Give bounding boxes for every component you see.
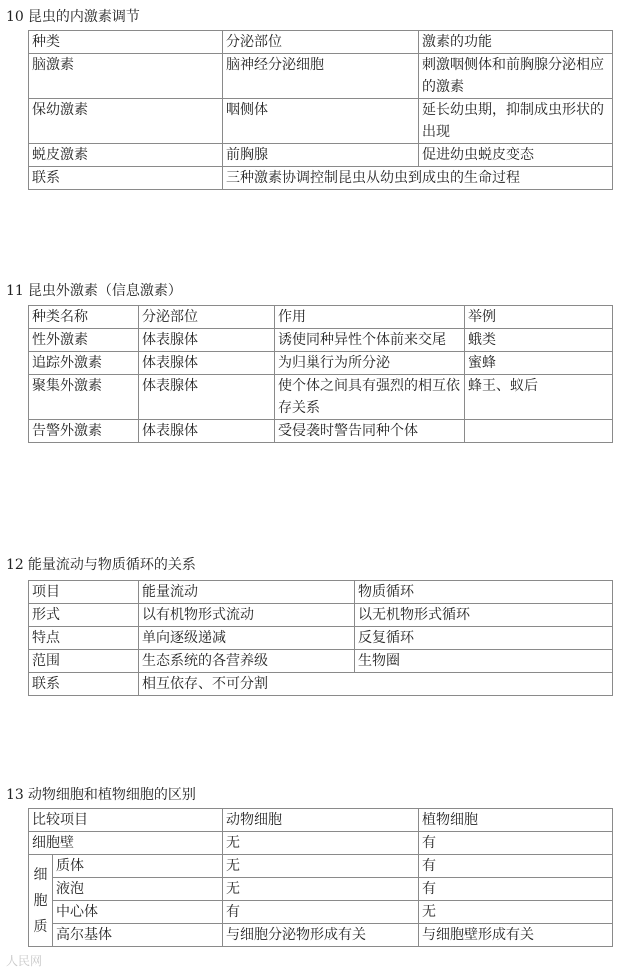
table-cell: 有 <box>419 878 613 901</box>
section-title <box>6 8 140 26</box>
table-cell: 植物细胞 <box>419 809 613 832</box>
table-cell: 延长幼虫期，抑制成虫形状的出现 <box>419 99 613 144</box>
table-cell: 体表腺体 <box>139 352 275 375</box>
table-cell: 无 <box>223 878 419 901</box>
table-cell: 聚集外激素 <box>29 375 139 420</box>
table-cell: 有 <box>419 832 613 855</box>
table-cell: 无 <box>223 855 419 878</box>
table-cell: 比较项目 <box>29 809 223 832</box>
table-cell: 咽侧体 <box>223 99 419 144</box>
section-heading: 昆虫外激素（信息激素） <box>27 283 182 299</box>
table-cell: 生物圈 <box>355 650 613 673</box>
table-cell: 性外激素 <box>29 329 139 352</box>
table-row-link <box>29 167 613 190</box>
table-cell <box>465 420 613 443</box>
table-cell: 项目 <box>29 581 139 604</box>
watermark: 人民网 <box>6 954 43 968</box>
table-row-link <box>29 673 613 696</box>
table-cell: 质体 <box>53 855 223 878</box>
table-cell: 联系 <box>29 673 139 696</box>
table-cell: 体表腺体 <box>139 375 275 420</box>
table-cell: 脑神经分泌细胞 <box>223 54 419 99</box>
table-cell: 无 <box>223 832 419 855</box>
table-row <box>29 375 613 420</box>
table-cell: 与细胞壁形成有关 <box>419 924 613 947</box>
table-cell: 单向逐级递减 <box>139 627 355 650</box>
table-cell: 生态系统的各营养级 <box>139 650 355 673</box>
table-header-row <box>29 581 613 604</box>
table-row <box>29 855 613 878</box>
section-title <box>6 282 182 300</box>
table-cell: 细胞壁 <box>29 832 223 855</box>
table-row <box>29 924 613 947</box>
table-cell: 蛾类 <box>465 329 613 352</box>
table-cell: 举例 <box>465 306 613 329</box>
table-row <box>29 99 613 144</box>
table-cell: 动物细胞 <box>223 809 419 832</box>
table-cell: 体表腺体 <box>139 329 275 352</box>
table-cell: 种类名称 <box>29 306 139 329</box>
table-row <box>29 627 613 650</box>
table-cell: 范围 <box>29 650 139 673</box>
table-cell: 以无机物形式循环 <box>355 604 613 627</box>
table-cell: 脑激素 <box>29 54 223 99</box>
energy-matter-cycle-table <box>28 580 613 696</box>
section-heading: 动物细胞和植物细胞的区别 <box>27 787 196 803</box>
table-cell: 促进幼虫蜕皮变态 <box>419 144 613 167</box>
table-cell: 追踪外激素 <box>29 352 139 375</box>
table-cell: 蜂王、蚁后 <box>465 375 613 420</box>
section-number: 12 <box>6 557 24 573</box>
table-row <box>29 832 613 855</box>
table-cell: 激素的功能 <box>419 31 613 54</box>
table-cell: 物质循环 <box>355 581 613 604</box>
table-row <box>29 352 613 375</box>
table-row <box>29 329 613 352</box>
table-cell: 为归巢行为所分泌 <box>275 352 465 375</box>
table-cell: 分泌部位 <box>139 306 275 329</box>
table-cell: 受侵袭时警告同种个体 <box>275 420 465 443</box>
table-header-row <box>29 31 613 54</box>
table-row <box>29 878 613 901</box>
table-cell: 高尔基体 <box>53 924 223 947</box>
table-row <box>29 54 613 99</box>
table-cell: 保幼激素 <box>29 99 223 144</box>
table-header-row <box>29 809 613 832</box>
section-number: 11 <box>6 283 24 299</box>
table-cell: 刺激咽侧体和前胸腺分泌相应的激素 <box>419 54 613 99</box>
table-cell: 诱使同种异性个体前来交尾 <box>275 329 465 352</box>
table-cell: 反复循环 <box>355 627 613 650</box>
table-cell: 中心体 <box>53 901 223 924</box>
table-cell: 联系 <box>29 167 223 190</box>
animal-plant-cell-table <box>28 808 613 947</box>
table-cell: 前胸腺 <box>223 144 419 167</box>
table-cell: 有 <box>419 855 613 878</box>
table-cell: 与细胞分泌物形成有关 <box>223 924 419 947</box>
section-heading: 昆虫的内激素调节 <box>27 9 140 25</box>
table-cell: 蜕皮激素 <box>29 144 223 167</box>
table-row <box>29 901 613 924</box>
cytoplasm-group-label: 细胞质 <box>29 855 53 947</box>
table-cell: 能量流动 <box>139 581 355 604</box>
table-cell: 相互依存、不可分割 <box>139 673 613 696</box>
table-cell: 形式 <box>29 604 139 627</box>
table-row <box>29 144 613 167</box>
table-cell: 种类 <box>29 31 223 54</box>
table-cell: 以有机物形式流动 <box>139 604 355 627</box>
table-cell: 分泌部位 <box>223 31 419 54</box>
section-title <box>6 556 196 574</box>
section-heading: 能量流动与物质循环的关系 <box>27 557 196 573</box>
table-cell: 无 <box>419 901 613 924</box>
table-cell: 体表腺体 <box>139 420 275 443</box>
section-title <box>6 786 196 804</box>
table-cell: 作用 <box>275 306 465 329</box>
table-cell: 有 <box>223 901 419 924</box>
table-cell: 使个体之间具有强烈的相互依存关系 <box>275 375 465 420</box>
insect-internal-hormone-table <box>28 30 613 190</box>
table-row <box>29 604 613 627</box>
table-cell: 三种激素协调控制昆虫从幼虫到成虫的生命过程 <box>223 167 613 190</box>
section-number: 13 <box>6 787 24 803</box>
table-cell: 告警外激素 <box>29 420 139 443</box>
section-number: 10 <box>6 9 24 25</box>
table-cell: 液泡 <box>53 878 223 901</box>
table-header-row <box>29 306 613 329</box>
table-cell: 蜜蜂 <box>465 352 613 375</box>
table-cell: 特点 <box>29 627 139 650</box>
insect-external-hormone-table <box>28 305 613 443</box>
table-row <box>29 650 613 673</box>
table-row <box>29 420 613 443</box>
